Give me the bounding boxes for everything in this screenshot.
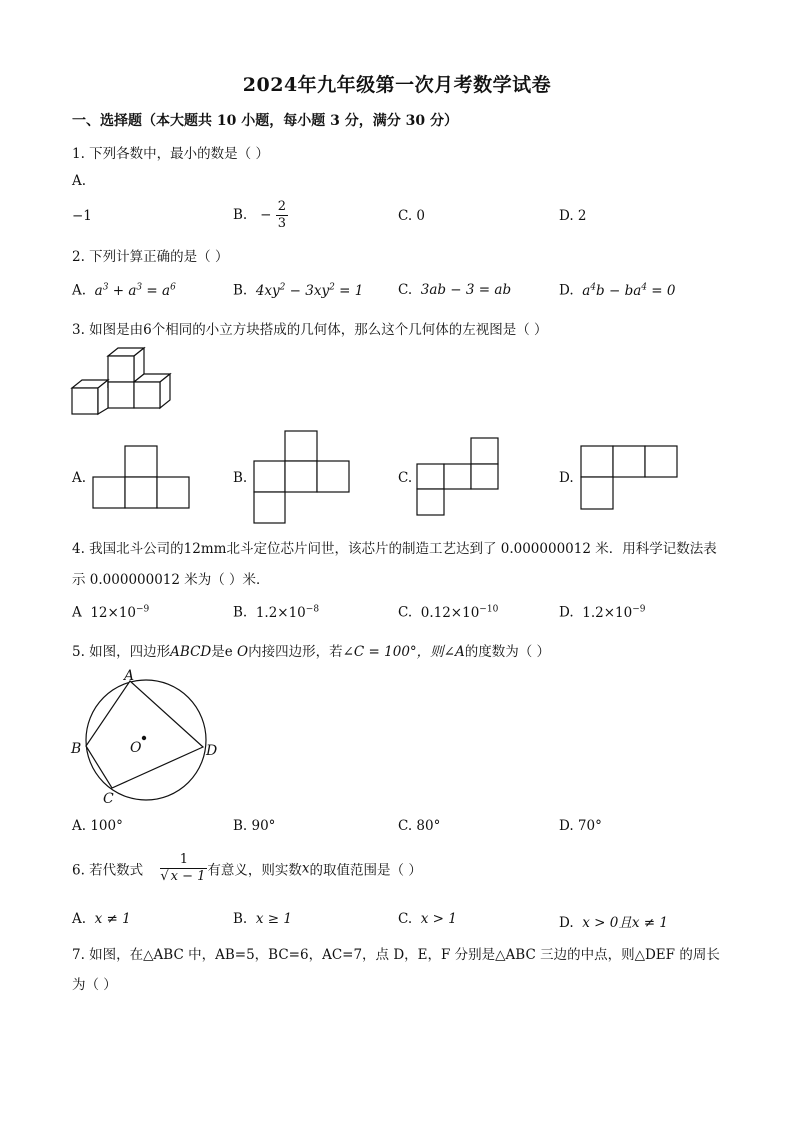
q1-b-fraction [276,199,288,232]
q6-stem-end: 的取值范围是（ ） [309,862,422,879]
q4-d-label: D. [559,604,574,621]
q6-option-d [559,911,668,931]
q1-option-d: D. 2 [559,208,587,224]
q5-stem-mid: 是 [211,644,225,660]
q1-option-b [233,199,288,232]
q7-stem-line2: 为（ ） [72,977,117,993]
q5-option-d: D. 70° [559,818,602,834]
q1-stem: 1. 下列各数中，最小的数是（ ） [72,146,269,162]
q2-a-expr: $a^3 + a^3 = a^6$ [94,282,176,299]
q6-b-expr: x ≥ 1 [255,911,292,927]
q5-stem-o: O [237,644,249,660]
q2-d-expr: $a^4b - ba^4 = 0$ [582,282,676,299]
q1-option-a-label: A. [72,173,87,189]
q3-option-c-figure [417,437,501,517]
q5-stem-post: 的度数为（ ） [464,644,551,660]
q1-option-c: C. 0 [398,208,426,224]
q2-option-a [72,282,176,299]
q1-b-sign: − [260,207,272,223]
q2-option-b [233,282,363,299]
q4-option-b [233,604,319,621]
q6-radicand: x − 1 [170,869,206,884]
q4-d-expr: $1.2\times 10^{-9}$ [582,604,646,621]
label-o: O [130,740,142,756]
q4-option-c [398,604,498,621]
q7-stem-line1: 7. 如图，在△ABC 中，AB=5，BC=6，AC=7，点 D，E，F 分别是△ABC 三边的中点，则△DEF 的周长 [72,947,720,963]
q5-stem-angle: ∠C = 100°，则∠A [342,644,465,660]
q5-stem-pre: 5. 如图，四边形 [72,644,171,660]
q5-stem-mid2: 内接四边形，若 [248,644,343,660]
q2-c-expr: 3ab − 3 = ab [420,282,512,298]
label-b: B [71,741,82,757]
q2-c-label: C. [398,282,413,298]
q2-b-expr: $4xy^2 - 3xy^2 = 1$ [255,282,364,299]
q1-b-denominator: 3 [277,216,286,231]
q3-option-a-figure [93,445,191,509]
q3-option-b-figure [254,430,350,524]
q3-option-b-label: B. [233,470,248,486]
q3-option-d-figure [580,445,680,511]
q2-a-label: A. [72,282,87,299]
q4-option-a [72,604,149,621]
q2-option-d [559,282,675,299]
q4-a-expr: $12\times 10^{-9}$ [90,604,150,621]
q4-c-label: C. [398,604,413,621]
q1-b-numerator: 2 [277,199,286,214]
q6-stem-post: 有意义，则实数 [207,862,302,879]
section-heading: 一、选择题（本大题共 10 小题，每小题 3 分，满分 30 分） [72,113,458,129]
q4-stem-line2: 示 0.000000012 米为（ ）米． [72,572,270,588]
q3-option-d-label: D. [559,470,574,486]
q2-option-c [398,282,511,298]
q4-b-expr: $1.2\times 10^{-8}$ [255,604,320,621]
q4-option-d [559,604,645,621]
q6-option-a [72,911,131,927]
q6-a-label: A. [72,911,87,927]
label-d: D [206,743,218,759]
q6-numerator: 1 [160,852,207,869]
q6-d-expr: x > 0且x ≠ 1 [582,915,668,931]
q6-b-label: B. [233,911,248,927]
q3-stem: 3. 如图是由6个相同的小立方块搭成的几何体，那么这个几何体的左视图是（ ） [72,322,548,338]
q5-circle-figure [68,666,228,806]
center-dot [142,736,146,740]
q4-b-label: B. [233,604,248,621]
q5-option-c: C. 80° [398,818,441,834]
q3-option-a-label: A. [72,470,87,486]
q6-c-label: C. [398,911,413,927]
q1-b-label: B. [233,207,248,223]
q6-option-c [398,911,457,927]
q6-fraction [160,852,207,885]
q3-solid-figure [72,346,177,416]
q6-d-label: D. [559,915,574,931]
q4-a-label: A [72,604,82,621]
q5-stem [72,640,550,660]
q4-stem-line1: 4. 我国北斗公司的12mm北斗定位芯片问世，该芯片的制造工艺达到了 0.000000012 米．用科学记数法表 [72,541,717,557]
q6-c-expr: x > 1 [420,911,457,927]
q2-stem: 2. 下列计算正确的是（ ） [72,249,229,265]
q6-stem [72,852,422,885]
q3-option-c-label: C. [398,470,413,486]
q2-d-label: D. [559,282,574,299]
q5-stem-circ: e [224,644,233,660]
q5-option-b: B. 90° [233,818,276,834]
page-title: 2024年九年级第一次月考数学试卷 [242,74,552,96]
q2-b-label: B. [233,282,248,299]
label-c: C [103,791,114,807]
q6-option-b [233,911,292,927]
q4-c-expr: $0.12\times 10^{-10}$ [420,604,499,621]
q1-option-a-value: −1 [72,208,92,224]
q6-a-expr: x ≠ 1 [94,911,131,927]
q6-denominator: √ x − 1 [160,869,206,884]
q6-stem-var: x [301,860,310,877]
label-a: A [124,668,135,684]
q6-stem-pre: 6. 若代数式 [72,862,144,879]
q5-option-a: A. 100° [72,818,123,834]
q5-stem-abcd: ABCD [170,644,212,660]
